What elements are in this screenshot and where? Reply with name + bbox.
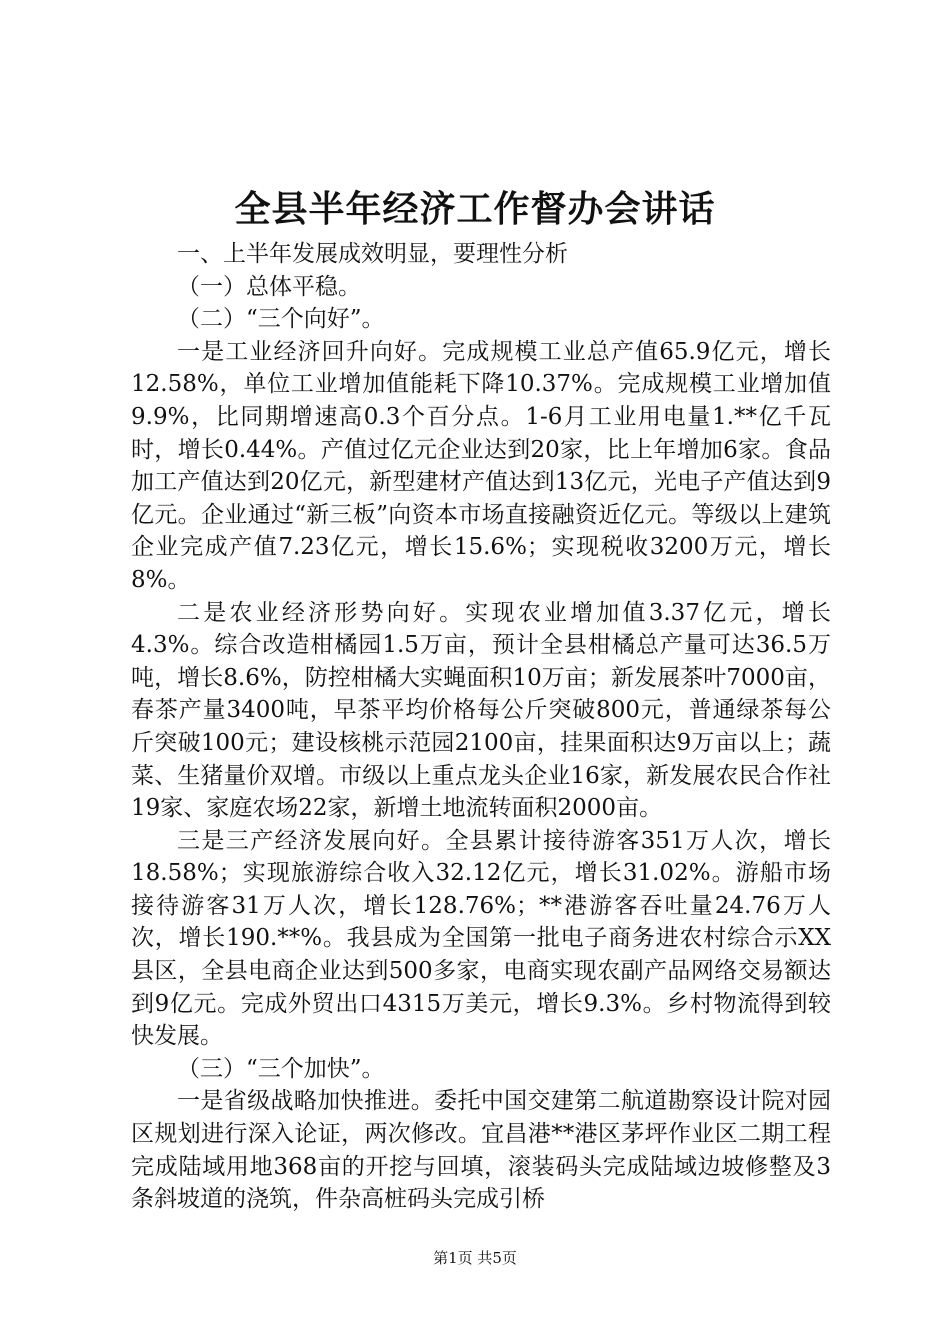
document-body: [131, 238, 831, 1216]
paragraph-tertiary: 三是三产经济发展向好。全县累计接待游客351万人次，增长18.58%；实现旅游综合收入32.12亿元，增长31.02%。游船市场接待游客31万人次，增长128.76%；**港游客吞吐量24.76万人次，增长190.**%。我县成为全国第一批电子商务进农村综合示XX县区，全县电商企业达到500多家，电商实现农副产品网络交易额达到9亿元。完成外贸出口4315万美元，增长9.3%。乡村物流得到较快发展。: [131, 827, 831, 1050]
subsection-heading-2: （二）“三个向好”。: [177, 306, 385, 333]
subsection-heading-3: （三）“三个加快”。: [177, 1055, 385, 1082]
page-footer: 第1页 共5页: [433, 1249, 517, 1267]
subsection-heading-1: （一）总体平稳。: [177, 273, 361, 300]
paragraph-industry: 一是工业经济回升向好。完成规模工业总产值65.9亿元，增长12.58%，单位工业增加值能耗下降10.37%。完成规模工业增加值9.9%，比同期增速高0.3个百分点。1-6月工业用电量1.**亿千瓦时，增长0.44%。产值过亿元企业达到20家，比上年增加6家。食品加工产值达到20亿元，新型建材产值达到13亿元，光电子产值达到9亿元。企业通过“新三板”向资本市场直接融资近亿元。等级以上建筑企业完成产值7.23亿元，增长15.6%；实现税收3200万元，增长8%。: [131, 338, 831, 593]
paragraph-provincial-strategy: 一是省级战略加快推进。委托中国交建第二航道勘察设计院对园区规划进行深入论证，两次修改。宜昌港**港区茅坪作业区二期工程完成陆域用地368亩的开挖与回填，滚装码头完成陆域边坡修整及3条斜坡道的浇筑，件杂高桩码头完成引桥: [131, 1088, 831, 1213]
paragraph-agriculture: 二是农业经济形势向好。实现农业增加值3.37亿元，增长4.3%。综合改造柑橘园1.5万亩，预计全县柑橘总产量可达36.5万吨，增长8.6%，防控柑橘大实蝇面积10万亩；新发展茶叶7000亩，春茶产量3400吨，早茶平均价格每公斤突破800元，普通绿茶每公斤突破100元；建设核桃示范园2100亩，挂果面积达9万亩以上；蔬菜、生猪量价双增。市级以上重点龙头企业16家，新发展农民合作社19家、家庭农场22家，新增土地流转面积2000亩。: [131, 599, 831, 822]
section-heading-1: 一、上半年发展成效明显，要理性分析: [177, 241, 568, 267]
document-title: 全县半年经济工作督办会讲话: [234, 188, 716, 230]
